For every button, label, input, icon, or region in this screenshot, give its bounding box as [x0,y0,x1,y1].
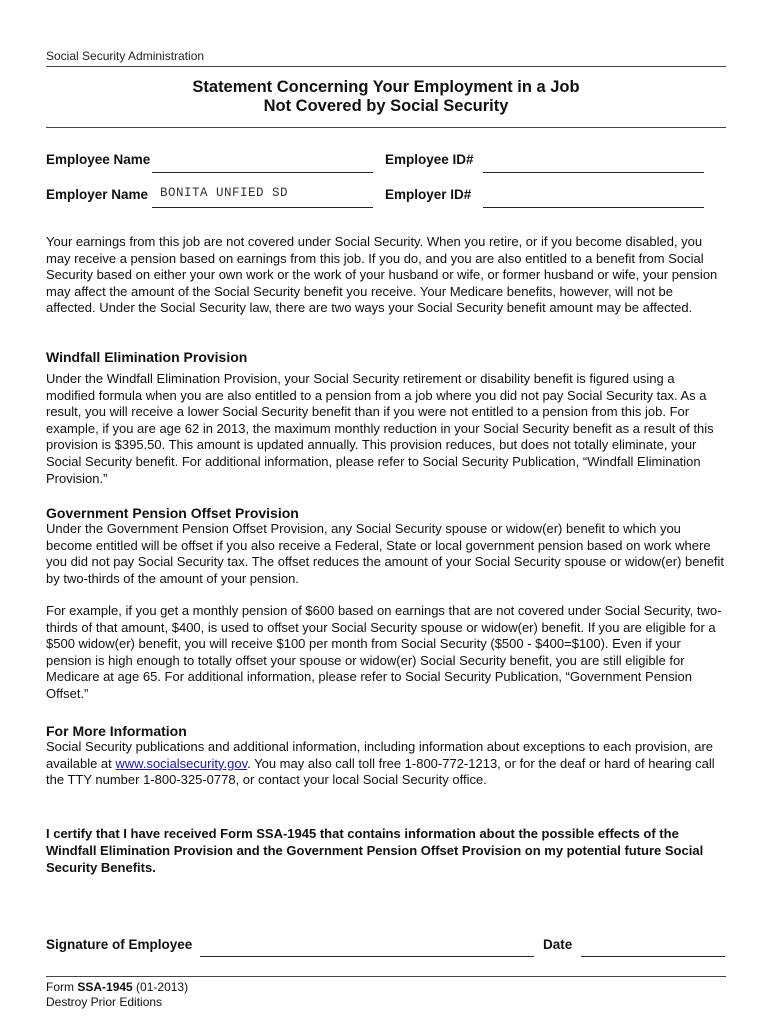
gpo-paragraph-1: Under the Government Pension Offset Provision, any Social Security spouse or widow(er) benefit to which you become entitled will be offset if you also receive a Federal, State or local government pension based on work where you did not pay Social Security tax. The offset reduces the amount of your Social Security spouse or widow(er) benefit by two-thirds of the amount of your pension. [46,521,725,586]
employer-name-value: BONITA UNFIED SD [160,186,289,200]
intro-paragraph: Your earnings from this job are not covered under Social Security. When you retire, or if you become disabled, you may receive a pension based on earnings from this job. If you do, and you are also entitled to a benefit from Social Security based on either your own work or the work of your husband or wife, or former husband or wife, your pension may affect the amount of the Social Security benefit you receive. Your Medicare benefits, however, will not be affected. Under the Social Security law, there are two ways your Social Security benefit amount may be affected. [46,234,718,316]
employer-id-field[interactable] [483,207,704,208]
more-info-heading: For More Information [46,723,187,739]
more-info-paragraph [46,739,726,789]
more-info-text-end: . You may also call toll free 1-800-772-1213, or for the deaf or hard of hearing call the TTY number 1-800-325-0778, or contact your local Social Security office. [46,755,715,788]
header-divider [46,66,726,67]
date-field[interactable] [581,956,725,957]
signature-field[interactable] [200,956,534,957]
title-divider [46,127,726,128]
employee-id-field[interactable] [483,172,704,173]
destroy-prior-editions: Destroy Prior Editions [46,995,163,1009]
employer-name-field[interactable] [152,207,373,208]
employee-name-label: Employee Name [46,152,151,167]
gpo-heading: Government Pension Offset Provision [46,505,299,521]
page-title [46,78,726,116]
employee-name-field[interactable] [152,172,373,173]
employer-id-label: Employer ID# [385,187,472,202]
wep-heading: Windfall Elimination Provision [46,349,248,365]
form-date: (01-2013) [132,980,189,994]
title-line-1: Statement Concerning Your Employment in a Job [192,78,580,96]
form-prefix: Form [46,980,78,994]
more-info-text-start: Social Security publications and additional information, including information about exceptions to each provision, are available at [46,739,714,771]
title-line-2: Not Covered by Social Security [263,97,509,115]
gpo-paragraph-2: For example, if you get a monthly pension of $600 based on earnings that are not covered under Social Security, two-thirds of that amount, $400, is used to offset your Social Security spouse or widow(er) benefit. If you are eligible for a $500 widow(er) benefit, you will receive $100 per month from Social Security ($500 - $400=$100). Even if your pension is high enough to totally offset your spouse or widow(er) Social Security benefit, you are still eligible for Medicare at age 65. For additional information, please refer to Social Security Publication, “Government Pension Offset.” [46,603,722,701]
employer-name-label: Employer Name [46,187,149,202]
certification-statement: I certify that I have received Form SSA-1945 that contains information about the possible effects of the Windfall Elimination Provision and the Government Pension Offset Provision on my potential future Social Security Benefits. [46,826,704,875]
employee-id-label: Employee ID# [385,152,474,167]
form-id [46,980,188,995]
date-label: Date [543,937,573,952]
wep-paragraph: Under the Windfall Elimination Provision, your Social Security retirement or disability benefit is figured using a modified formula when you are also entitled to a pension from a job where you did not pay Social Security tax. As a result, you will receive a lower Social Security benefit than if you were not entitled to a pension from this job. For example, if you are age 62 in 2013, the maximum monthly reduction in your Social Security benefit as a result of this provision is $395.50. This amount is updated annually. This provision reduces, but does not totally eliminate, your Social Security benefit. For additional information, please refer to Social Security Publication, “Windfall Elimination Provision.” [46,371,714,486]
signature-label: Signature of Employee [46,937,193,952]
socialsecurity-link[interactable]: www.socialsecurity.gov [115,755,248,771]
footer-divider [46,976,726,977]
agency-name: Social Security Administration [46,49,205,63]
form-number: SSA-1945 [77,980,133,994]
